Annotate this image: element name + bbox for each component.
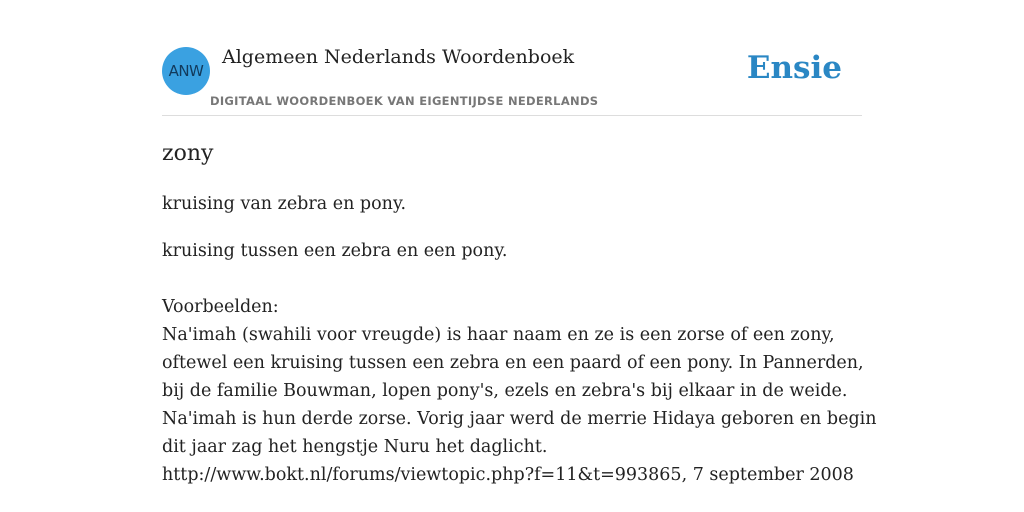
example-line: Na'imah (swahili voor vreugde) is haar naam en ze is een zorse of een zony, — [162, 325, 835, 345]
example-line: Na'imah is hun derde zorse. Vorig jaar werd de merrie Hidaya geboren en begin — [162, 409, 877, 429]
headword: zony — [162, 141, 214, 166]
examples-label: Voorbeelden: — [162, 297, 279, 317]
example-line: bij de familie Bouwman, lopen pony's, ezels en zebra's bij elkaar in de weide. — [162, 381, 848, 401]
header-divider — [162, 115, 862, 116]
entry-content — [162, 140, 877, 489]
site-title[interactable]: Algemeen Nederlands Woordenboek — [222, 46, 575, 68]
example-source: http://www.bokt.nl/forums/viewtopic.php?f=11&t=993865, 7 september 2008 — [162, 465, 854, 485]
brand-logo[interactable]: Ensie — [746, 50, 842, 86]
site-logo[interactable] — [162, 47, 210, 95]
definition-2: kruising tussen een zebra en een pony. — [162, 241, 508, 261]
example-line: dit jaar zag het hengstje Nuru het daglicht. — [162, 437, 548, 457]
examples-block — [162, 293, 877, 489]
definition-1: kruising van zebra en pony. — [162, 194, 407, 214]
example-line: oftewel een kruising tussen een zebra en een paard of een pony. In Pannerden, — [162, 353, 864, 373]
logo-text: ANW — [168, 62, 204, 80]
site-subtitle: DIGITAAL WOORDENBOEK VAN EIGENTIJDSE NEDERLANDS — [210, 94, 599, 108]
